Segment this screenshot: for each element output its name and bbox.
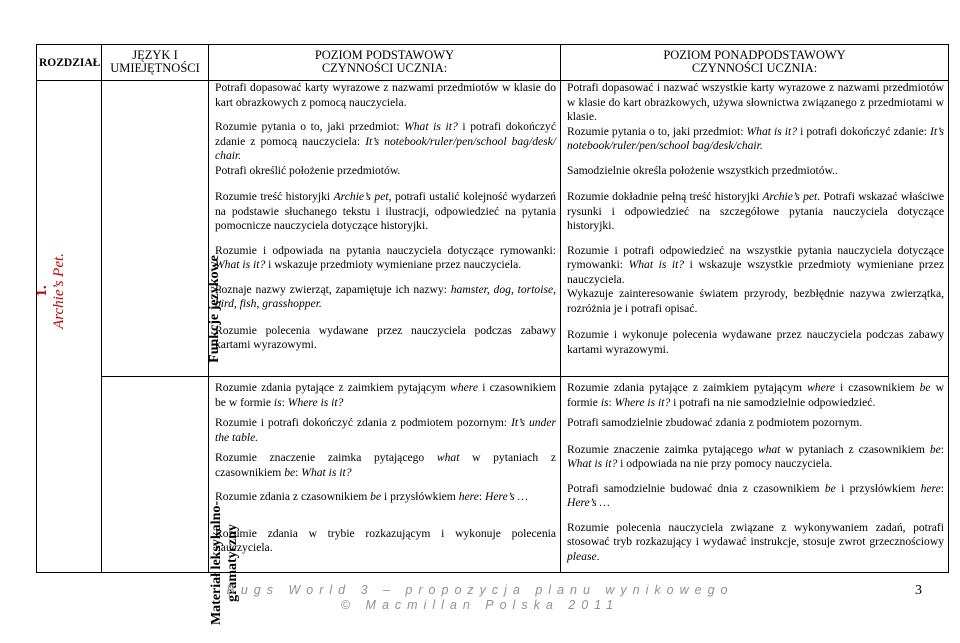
functions-basic-p4: Rozumie treść historyjki Archie’s pet, potrafi ustalić kolejność wydarzeń na podstawie słuchanego tekstu i ilustracji, odpowiedzieć na pytania pomocnicze nauczyciela dotyczące historyjki. — [215, 190, 556, 232]
chapter-label: 1. Archie’s Pet. — [34, 253, 67, 329]
functions-basic-p5: Rozumie i odpowiada na pytania nauczyciela dotyczące rymowanki: What is it? i wskazuje przedmioty wymieniane przez nauczyciela. — [215, 243, 556, 271]
chapter-cell — [34, 81, 102, 573]
functions-basic-p2: Rozumie pytania o to, jaki przedmiot: What is it? i potrafi dokończyć zdanie z pomocą nauczyciela: It’s notebook/ruler/pen/school bag/desk/ chair. — [215, 120, 557, 162]
functions-basic-p1: Potrafi dopasować karty wyrazowe z nazwami przedmiotów w klasie do kart obrazkowych z pomocą nauczyciela. — [215, 81, 556, 109]
footer-title: Bugs World 3 – propozycja planu wynikowego — [226, 583, 734, 597]
basic-level-header: POZIOM PODSTAWOWY CZYNNOŚCI UCZNIA: — [209, 45, 561, 81]
material-basic-p1: Rozumie zdania pytające z zaimkiem pytającym where i czasownikiem be w formie is: Where is it? — [215, 381, 556, 409]
material-row — [37, 377, 949, 573]
material-adv-p4: Potrafi samodzielnie budować dnia z czasownikiem be i przysłówkiem here: Here’s … — [567, 481, 945, 509]
header-row — [37, 45, 949, 81]
functions-row — [37, 81, 949, 377]
material-group-label: Materiał leksykalno-gramatyczny — [209, 500, 240, 626]
functions-adv-p3: Samodzielnie określa położenie wszystkich przedmiotów.. — [567, 163, 838, 177]
functions-advanced-cell — [561, 81, 949, 377]
functions-adv-p7: Rozumie i wykonuje polecenia wydawane przez nauczyciela podczas zabawy kartami wyrazowymi. — [567, 328, 944, 356]
functions-basic-cell — [209, 81, 561, 377]
footer-copyright: © Macmillan Polska 2011 — [340, 598, 620, 612]
material-adv-p1: Rozumie zdania pytające z zaimkiem pytającym where i czasownikiem be w formie is: Where is it? i potrafi na nie samodzielnie odpowiedzieć. — [567, 381, 944, 409]
functions-adv-p6: Wykazuje zainteresowanie światem przyrody, bezbłędnie nazywa zwierzątka, rozróżnia je i potrafi opisać. — [567, 287, 944, 315]
page-number: 3 — [915, 583, 922, 598]
chapter-col-header: ROZDZIAŁ — [37, 45, 102, 81]
material-adv-p2: Potrafi samodzielnie zbudować zdania z podmiotem pozornym. — [567, 416, 863, 429]
material-basic-p3: Rozumie znaczenie zaimka pytającego what w pytaniach z czasownikiem be: What is it? — [215, 451, 557, 479]
functions-adv-p2: Rozumie pytania o to, jaki przedmiot: What is it? i potrafi dokończyć zdanie: It’s notebook/ruler/pen/school bag/desk/chair. — [567, 124, 944, 152]
material-basic-cell — [209, 377, 561, 573]
skills-col-header: JĘZYK I UMIEJĘTNOŚCI — [102, 45, 209, 81]
advanced-level-header: POZIOM PONADPODSTAWOWY CZYNNOŚCI UCZNIA: — [561, 45, 949, 81]
material-basic-p5: Rozumie zdania w trybie rozkazującym i wykonuje polecenia nauczyciela. — [215, 526, 556, 554]
material-adv-p5: Rozumie polecenia nauczyciela związane z wykonywaniem zadań, potrafi stosować tryb rozkazujący i wydawać instrukcje, stosuje zwrot grzecznościowy please. — [567, 520, 944, 563]
functions-adv-p1: Potrafi dopasować i nazwać wszystkie karty wyrazowe z nazwami przedmiotów w klasie do kart obrazkowych, używa słownictwa związanego z przedmiotami w klasie. — [567, 81, 944, 123]
material-group-cell — [102, 377, 240, 626]
functions-basic-p3: Potrafi określić położenie przedmiotów. — [215, 163, 401, 177]
material-adv-p3: Rozumie znaczenie zaimka pytającego what w pytaniach z czasownikiem be: What is it? i odpowiada na nie przy pomocy nauczyciela. — [567, 442, 944, 470]
functions-basic-p6: Poznaje nazwy zwierząt, zapamiętuje ich nazwy: hamster, dog, tortoise, bird, fish, grasshopper. — [215, 282, 556, 310]
material-basic-p4: Rozumie zdania z czasownikiem be i przysłówkiem here: Here’s … — [215, 490, 528, 503]
functions-group-cell — [102, 81, 222, 377]
material-advanced-cell — [561, 377, 949, 573]
functions-adv-p4: Rozumie dokładnie pełną treść historyjki Archie’s pet. Potrafi wskazać właściwe rysunki i odpowiedzieć na szczegółowe pytania nauczyciela dotyczące historyjki. — [567, 190, 944, 232]
functions-basic-p7: Rozumie polecenia wydawane przez nauczyciela podczas zabawy kartami wyrazowymi. — [215, 323, 556, 351]
functions-group-label: Funkcje językowe — [207, 255, 222, 363]
material-basic-p2: Rozumie i potrafi dokończyć zdania z podmiotem pozornym: It’s under the table. — [215, 416, 556, 444]
functions-adv-p5: Rozumie i potrafi odpowiedzieć na wszystkie pytania nauczyciela dotyczące rymowanki: What is it? i wskazuje wszystkie przedmioty wymieniane przez nauczyciela. — [567, 243, 944, 286]
